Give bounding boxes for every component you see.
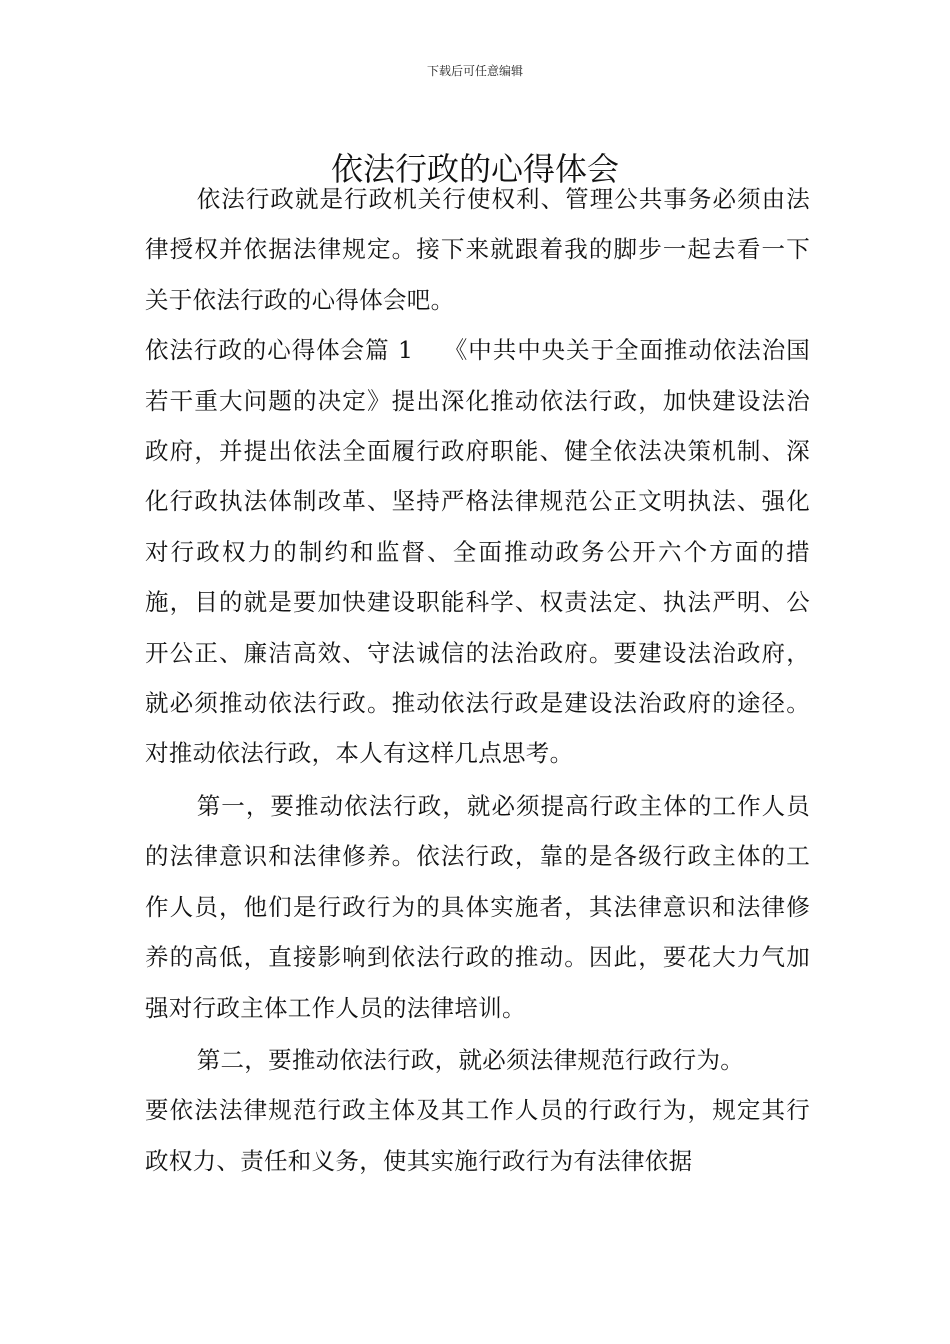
first-point-paragraph: 第一，要推动依法行政，就必须提高行政主体的工作人员的法律意识和法律修养。依法行政，靠的是各级行政主体的工作人员，他们是行政行为的具体实施者，其法律意识和法律修养的高低，直接影响到依法行政的推动。因此，要花大力气加强对行政主体工作人员的法律培训。 — [145, 791, 810, 1022]
second-point-paragraph — [145, 1035, 810, 1186]
second-point-continuation: 要依法法律规范行政主体及其工作人员的行政行为，规定其行政权力、责任和义务，使其实施行政行为有法律依据 — [145, 1096, 810, 1175]
section-1-paragraph — [145, 325, 810, 779]
section-1-text: 《中共中央关于全面推动依法治国若干重大问题的决定》提出深化推动依法行政，加快建设法治政府，并提出依法全面履行政府职能、健全依法决策机制、深化行政执法体制改革、坚持严格法律规范公正文明执法、强化对行政权力的制约和监督、全面推动政务公开六个方面的措施，目的就是要加快建设职能科学、权责法定、执法严明、公开公正、廉洁高效、守法诚信的法治政府。要建设法治政府，就必须推动依法行政。推动依法行政是建设法治政府的途径。对推动依法行政，本人有这样几点思考。 — [145, 336, 810, 768]
document-body — [145, 174, 810, 1186]
section-1-heading: 依法行政的心得体会篇 1 — [145, 336, 414, 365]
second-point-lead: 第二，要推动依法行政，就必须法律规范行政行为。 — [196, 1045, 745, 1074]
page-header-note: 下载后可任意编辑 — [426, 64, 523, 78]
intro-paragraph: 依法行政就是行政机关行使权利、管理公共事务必须由法律授权并依据法律规定。接下来就跟着我的脚步一起去看一下关于依法行政的心得体会吧。 — [145, 185, 810, 314]
document-title: 依法行政的心得体会 — [330, 150, 619, 189]
